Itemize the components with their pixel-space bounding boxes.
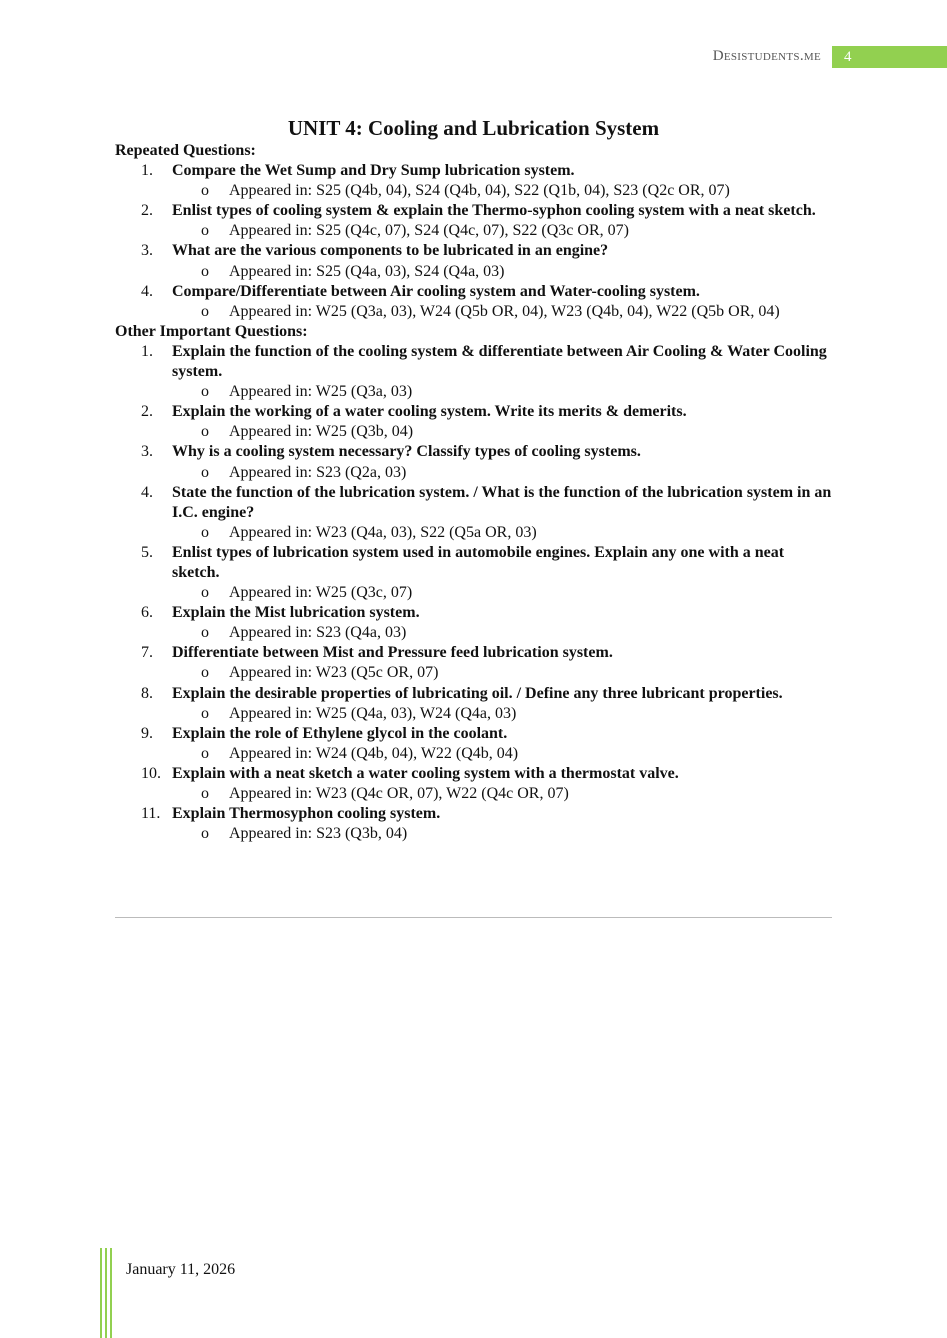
question-item	[115, 543, 835, 583]
appeared-in-item	[115, 181, 835, 201]
appeared-in-text: Appeared in: W25 (Q3a, 03), W24 (Q5b OR, 04), W23 (Q4b, 04), W22 (Q5b OR, 04)	[229, 302, 780, 320]
bullet-icon: o	[201, 523, 209, 541]
appeared-in-item	[115, 704, 835, 724]
appeared-in-item	[115, 382, 835, 402]
question-item	[115, 804, 835, 824]
appeared-in-text: Appeared in: W24 (Q4b, 04), W22 (Q4b, 04)	[229, 744, 519, 762]
question-item	[115, 603, 835, 623]
appeared-in-item	[115, 221, 835, 241]
question-text: What are the various components to be lubricated in an engine?	[172, 242, 609, 260]
appeared-in-text: Appeared in: W25 (Q3b, 04)	[229, 423, 414, 441]
question-item	[115, 442, 835, 462]
bullet-icon: o	[201, 423, 209, 441]
question-number: 10.	[141, 764, 161, 782]
appeared-in-text: Appeared in: W25 (Q3a, 03)	[229, 383, 413, 401]
appeared-in-text: Appeared in: W25 (Q3c, 07)	[229, 584, 413, 602]
question-text: Enlist types of lubrication system used in automobile engines. Explain any one with a neat sketch.	[172, 543, 785, 581]
question-number: 1.	[141, 342, 153, 360]
question-text: Compare/Differentiate between Air cooling system and Water-cooling system.	[172, 282, 700, 300]
appeared-in-item	[115, 824, 835, 844]
appeared-in-item	[115, 422, 835, 442]
page-title: UNIT 4: Cooling and Lubrication System	[287, 116, 660, 140]
section-heading: Other Important Questions:	[115, 322, 308, 340]
question-item	[115, 161, 835, 181]
bullet-icon: o	[201, 262, 209, 280]
question-item	[115, 764, 835, 784]
question-item	[115, 684, 835, 704]
appeared-in-text: Appeared in: W23 (Q4a, 03), S22 (Q5a OR, 03)	[229, 523, 537, 541]
appeared-in-text: Appeared in: W25 (Q4a, 03), W24 (Q4a, 03)	[229, 704, 517, 722]
footer-accent-bars	[100, 1248, 114, 1338]
section-heading: Repeated Questions:	[115, 142, 256, 159]
bullet-icon: o	[201, 825, 209, 843]
page-number-badge: 4	[832, 46, 947, 68]
question-number: 9.	[141, 724, 153, 742]
question-text: Explain the function of the cooling system & differentiate between Air Cooling & Water Cooling system.	[172, 342, 827, 381]
bullet-icon: o	[201, 584, 209, 602]
question-item	[115, 241, 835, 261]
appeared-in-text: Appeared in: S25 (Q4c, 07), S24 (Q4c, 07), S22 (Q3c OR, 07)	[229, 222, 629, 240]
question-number: 11.	[141, 805, 161, 823]
bullet-icon: o	[201, 624, 209, 642]
question-number: 2.	[141, 403, 153, 421]
bullet-icon: o	[201, 302, 209, 320]
appeared-in-text: Appeared in: S25 (Q4b, 04), S24 (Q4b, 04), S22 (Q1b, 04), S23 (Q2c OR, 07)	[229, 182, 730, 200]
question-text: Explain with a neat sketch a water cooling system with a thermostat valve.	[172, 764, 679, 782]
question-number: 4.	[141, 282, 153, 300]
question-item	[115, 643, 835, 663]
appeared-in-item	[115, 463, 835, 483]
appeared-in-item	[115, 663, 835, 683]
appeared-in-text: Appeared in: S23 (Q2a, 03)	[229, 463, 407, 481]
question-text: Explain the role of Ethylene glycol in the coolant.	[172, 724, 508, 742]
bullet-icon: o	[201, 463, 209, 481]
question-text: Enlist types of cooling system & explain the Thermo-syphon cooling system with a neat sketch.	[172, 202, 816, 220]
appeared-in-item	[115, 583, 835, 603]
bullet-icon: o	[201, 744, 209, 762]
question-item	[115, 201, 835, 221]
question-number: 1.	[141, 162, 153, 180]
question-text: Why is a cooling system necessary? Classify types of cooling systems.	[172, 443, 641, 461]
appeared-in-text: Appeared in: W23 (Q5c OR, 07)	[229, 664, 439, 682]
question-number: 7.	[141, 644, 153, 662]
question-item	[115, 483, 835, 523]
bullet-icon: o	[201, 704, 209, 722]
appeared-in-item	[115, 744, 835, 764]
question-text: Differentiate between Mist and Pressure feed lubrication system.	[172, 644, 613, 662]
question-text: Explain the desirable properties of lubricating oil. / Define any three lubricant properties.	[172, 684, 783, 702]
appeared-in-item	[115, 302, 835, 322]
appeared-in-text: Appeared in: S23 (Q4a, 03)	[229, 624, 407, 642]
appeared-in-item	[115, 784, 835, 804]
section-divider	[115, 917, 832, 918]
question-content	[115, 141, 835, 844]
question-number: 5.	[141, 543, 153, 561]
question-text: Explain the Mist lubrication system.	[172, 604, 420, 622]
question-text: State the function of the lubrication system. / What is the function of the lubrication system in an I.C. engine?	[172, 483, 832, 521]
bullet-icon: o	[201, 664, 209, 682]
question-item	[115, 342, 835, 382]
question-number: 6.	[141, 604, 153, 622]
question-item	[115, 724, 835, 744]
question-item	[115, 402, 835, 422]
question-text: Explain Thermosyphon cooling system.	[172, 805, 441, 823]
appeared-in-text: Appeared in: W23 (Q4c OR, 07), W22 (Q4c OR, 07)	[229, 785, 569, 802]
appeared-in-text: Appeared in: S23 (Q3b, 04)	[229, 825, 408, 843]
question-number: 2.	[141, 202, 153, 220]
footer-date: January 11, 2026	[126, 1261, 236, 1278]
appeared-in-item	[115, 623, 835, 643]
bullet-icon: o	[201, 383, 209, 401]
question-number: 3.	[141, 242, 153, 260]
appeared-in-item	[115, 262, 835, 282]
bullet-icon: o	[201, 785, 209, 802]
bullet-icon: o	[201, 182, 209, 200]
appeared-in-item	[115, 523, 835, 543]
question-number: 3.	[141, 443, 153, 461]
bullet-icon: o	[201, 222, 209, 240]
question-text: Compare the Wet Sump and Dry Sump lubrication system.	[172, 162, 575, 180]
appeared-in-text: Appeared in: S25 (Q4a, 03), S24 (Q4a, 03)	[229, 262, 505, 280]
question-text: Explain the working of a water cooling system. Write its merits & demerits.	[172, 403, 687, 421]
question-number: 4.	[141, 483, 153, 501]
site-name: Desistudents.me	[712, 48, 821, 64]
question-item	[115, 282, 835, 302]
question-number: 8.	[141, 684, 153, 702]
